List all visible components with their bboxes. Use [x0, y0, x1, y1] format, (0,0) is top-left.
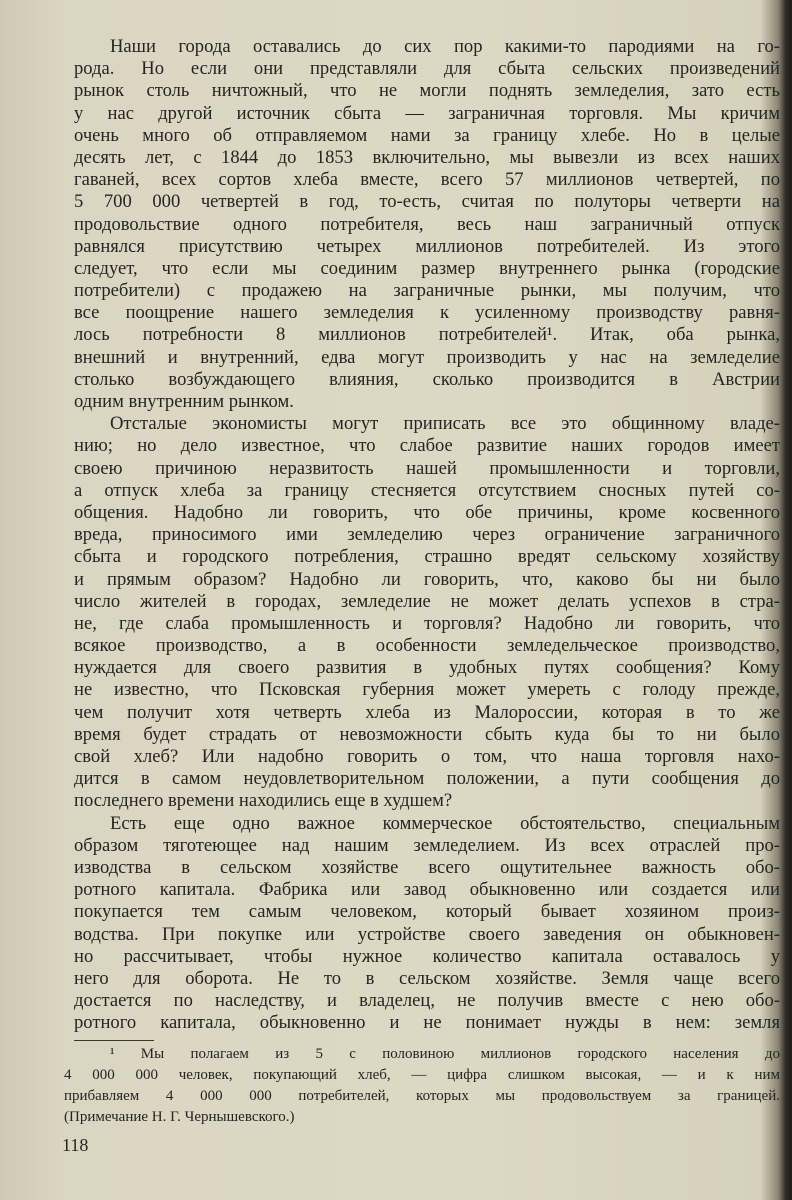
text-line: а отпуск хлеба за границу стесняется отсутствием сносных путей со- — [74, 479, 780, 501]
text-line: 5 700 000 четвертей в год, то-есть, считая по полуторы четверти на — [74, 191, 780, 213]
text-line: Отсталые экономисты могут приписать все это общинному владе- — [110, 413, 780, 435]
text-line: следует, что если мы соединим размер внутреннего рынка (городские — [74, 257, 780, 279]
paragraph — [74, 413, 780, 812]
text-line: общения. Надобно ли говорить, что обе причины, кроме косвенного — [74, 501, 780, 523]
main-text — [74, 36, 780, 1034]
text-line: внешний и внутренний, едва могут производить у нас на земледелие — [74, 346, 780, 368]
text-line: всякое производство, а в особенности земледельческое производство, — [74, 635, 780, 657]
text-line: не известно, что Псковская губерния может умереть с голоду прежде, — [74, 679, 780, 701]
footnote-line: 4 000 000 человек, покупающий хлеб, — цифра слишком высокая, — и к ним — [64, 1067, 780, 1083]
text-line: образом тяготеющее над нашим земледелием. Из всех отраслей про- — [74, 834, 780, 856]
text-line: рынок столь ничтожный, что не могли поднять земледелия, зато есть — [74, 80, 780, 102]
text-line: сбыта и городского потребления, страшно вредят сельскому хозяйству — [74, 546, 780, 568]
text-line: продовольствие одного потребителя, весь наш заграничный отпуск — [74, 213, 780, 235]
text-line: покупается тем самым человеком, который бывает хозяином произ- — [74, 901, 780, 923]
footnote — [64, 1044, 780, 1128]
text-line: изводства в сельском хозяйстве всего ощутительнее важность обо- — [74, 856, 780, 878]
text-line: гаваней, всех сортов хлеба вместе, всего 57 миллионов четвертей, по — [74, 169, 780, 191]
text-line: все поощрение нашего земледелия к усиленному производству равня- — [74, 302, 780, 324]
text-line: потребители) с продажею на заграничные рынки, мы получим, что — [74, 280, 780, 302]
text-line: равнялся присутствию четырех миллионов потребителей. Из этого — [74, 235, 780, 257]
text-line: у нас другой источник сбыта — заграничная торговля. Мы кричим — [74, 102, 780, 124]
footnote-line: (Примечание Н. Г. Чернышевского.) — [64, 1109, 295, 1125]
text-line: нуждается для своего развития в удобных путях сообщения? Кому — [74, 657, 780, 679]
text-line: него для оборота. Не то в сельском хозяйстве. Земля чаще всего — [74, 967, 780, 989]
text-line: рода. Но если они представляли для сбыта сельских произведений — [74, 58, 780, 80]
text-line: одним внутренним рынком. — [74, 391, 294, 412]
page-number: 118 — [62, 1135, 89, 1155]
text-line: десять лет, с 1844 до 1853 включительно, мы вывезли из всех наших — [74, 146, 780, 168]
text-line: но рассчитывает, чтобы нужное количество капитала оставалось у — [74, 945, 780, 967]
text-line: своею причиною неразвитость нашей промышленности и торговли, — [74, 457, 780, 479]
text-line: не, где слаба промышленность и торговля? Надобно ли говорить, что — [74, 612, 780, 634]
text-line: число жителей в городах, земледелие не может делать успехов в стра- — [74, 590, 780, 612]
text-line: и прямым образом? Надобно ли говорить, что, каково бы ни было — [74, 568, 780, 590]
text-line: ротного капитала. Фабрика или завод обыкновенно или создается или — [74, 879, 780, 901]
text-line: нию; но дело известное, что слабое развитие наших городов имеет — [74, 435, 780, 457]
paragraph — [74, 36, 780, 413]
text-line: очень много об отправляемом нами за границу хлебе. Но в целые — [74, 124, 780, 146]
footnote-line: ¹ Мы полагаем из 5 с половиною миллионов городского населения до — [110, 1046, 780, 1062]
text-line: вреда, приносимого ими земледелию через ограничение заграничного — [74, 524, 780, 546]
text-line: Есть еще одно важное коммерческое обстоятельство, специальным — [110, 812, 780, 834]
text-line: достается по наследству, и владелец, не получив вместе с нею обо- — [74, 990, 780, 1012]
text-line: последнего времени находились еще в худшем? — [74, 790, 453, 812]
text-line: ротного капитала, обыкновенно и не понимает нужды в нем: земля — [74, 1012, 780, 1034]
text-line: лось потребности 8 миллионов потребителей¹. Итак, оба рынка, — [74, 324, 780, 346]
text-line: дится в самом неудовлетворительном положении, а пути сообщения до — [74, 768, 780, 790]
text-line: свой хлеб? Или надобно говорить о том, что наша торговля нахо- — [74, 746, 780, 767]
text-line: чем получит хотя четверть хлеба из Малороссии, которая в то же — [74, 701, 780, 723]
footnote-line: прибавляем 4 000 000 потребителей, которых мы продовольствуем за границей. — [64, 1088, 780, 1104]
text-line: Наши города оставались до сих пор какими-то пародиями на го- — [110, 36, 780, 57]
text-line: столько возбуждающего влияния, сколько производится в Австрии — [74, 368, 780, 390]
text-line: водства. При покупке или устройстве своего заведения он обыкновен- — [74, 923, 780, 945]
text-line: время будет страдать от невозможности сбыть куда бы то ни было — [74, 723, 780, 745]
paragraph — [74, 813, 780, 1035]
footnote-divider — [74, 1040, 154, 1041]
